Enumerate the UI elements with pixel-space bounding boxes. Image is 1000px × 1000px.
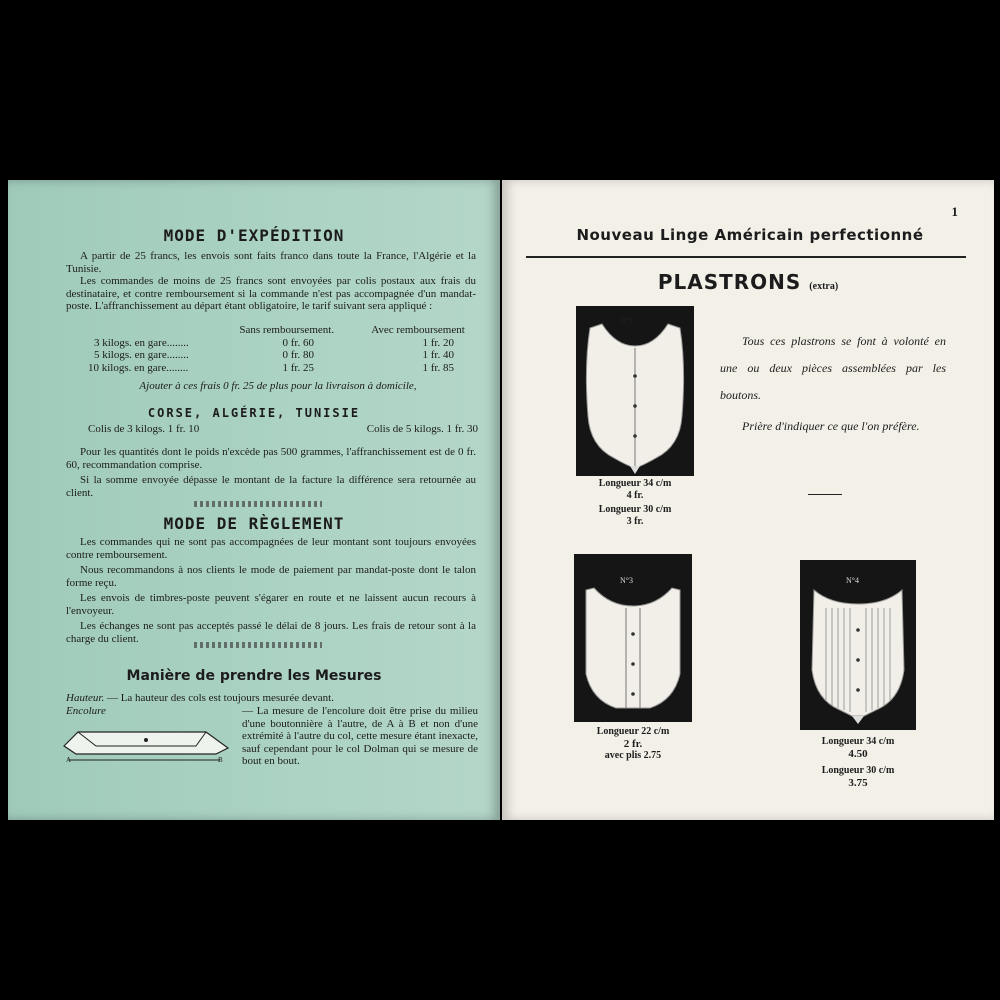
plastrons-heading [502,270,994,294]
expedition-paragraph-3: Pour les quantités dont le poids n'excède pas 500 grammes, l'affranchissement est de 0 fr. 60, recommandation comprise. [66,446,476,471]
plastron-4-price-2: 3.75 [848,777,868,789]
diagram-label-a: A [66,756,72,764]
divider [194,642,322,648]
rate-row [94,349,484,362]
plastron-4-image [800,560,916,730]
corse-title: CORSE, ALGÉRIE, TUNISIE [147,406,361,420]
plastron-4-number: N°4 [846,576,859,585]
rate-weight: 3 kilogs. en gare........ [94,336,189,349]
rate-sans: 0 fr. 60 [282,336,314,349]
plastron-4-caption [800,736,916,789]
rate-header-row [94,324,484,337]
corse-rates [88,423,478,436]
rate-note: Ajouter à ces frais 0 fr. 25 de plus pour la livraison à domicile, [139,380,417,392]
rate-avec: 1 fr. 20 [422,336,454,349]
rate-sans: 0 fr. 80 [282,349,314,361]
plastron-3-price: 2 fr. [623,738,643,750]
rate-avec: 1 fr. 85 [422,361,454,374]
expedition-paragraph-2: Les commandes de moins de 25 francs sont envoyées par colis postaux aux frais du destinataire, et contre remboursement si la commande n'est pas accompagnée d'un mandat-poste. L'affranchissement au départ étant obligatoire, le tarif suivant sera appliqué : [66,275,476,312]
page-header: Nouveau Linge Américain perfectionné [576,226,924,244]
plastron-1-price-2: 3 fr. [626,516,644,527]
reglement-text [66,536,476,645]
plastron-3-caption [574,726,692,762]
page-number: 1 [951,204,958,219]
expedition-paragraph-4: Si la somme envoyée dépasse le montant de la facture la différence sera retournée au client. [66,474,476,499]
hauteur-label: Hauteur. [66,692,105,704]
plastron-1-price-1: 4 fr. [626,490,644,501]
plastrons-extra: (extra) [809,281,839,292]
encolure-description: — La mesure de l'encolure doit être prise du milieu d'une boutonnière à l'autre, de A à B et non d'une extrémité à l'autre du col, cette mesure étant inexacte, sauf cependant pour le col Dolman qui se mesure de bout en bout. [242,705,478,767]
rate-row [88,361,484,375]
left-page [8,180,500,820]
hauteur-description: — La hauteur des cols est toujours mesurée devant. [106,692,334,704]
plastron-1-length-2: Longueur 30 c/m [598,504,672,515]
reglement-title: MODE DE RÈGLEMENT [163,514,345,533]
reglement-paragraph-3: Les envois de timbres-poste peuvent s'égarer en route et ne laissent aucun recours à l'envoyeur. [66,592,476,617]
plastron-3-length: Longueur 22 c/m [596,726,670,737]
divider [194,501,322,507]
plastron-1-number: N°1 [620,316,633,325]
right-page [502,180,994,820]
plastron-4-price-1: 4.50 [848,748,868,760]
reglement-paragraph-4: Les échanges ne sont pas acceptés passé le délai de 8 jours. Les frais de retour sont à la charge du client. [66,620,476,645]
hauteur-text [66,692,476,705]
corse-rate-5: Colis de 5 kilogs. 1 fr. 30 [366,423,478,435]
short-rule [808,494,842,495]
plastron-1-image [576,306,694,476]
rate-row [94,337,484,350]
plastron-1-caption [576,478,694,528]
mesures-title: Manière de prendre les Mesures [126,668,382,684]
plastrons-title: PLASTRONS [657,270,802,294]
collar-diagram [56,720,236,770]
rate-weight: 10 kilogs. en gare........ [88,361,189,374]
corse-rate-3: Colis de 3 kilogs. 1 fr. 10 [88,423,200,435]
plastron-3-price-pleats: avec plis 2.75 [604,750,662,761]
plastron-3-number: N°3 [620,576,633,585]
description-1: Tous ces plastrons se font à volonté en une ou deux pièces assemblées par les boutons. [720,334,946,402]
expedition-text-2 [66,446,476,499]
encolure-text [242,705,478,768]
reglement-paragraph-2: Nous recommandons à nos clients le mode de paiement par mandat-poste dont le talon forme reçu. [66,564,476,589]
diagram-label-b: B [218,756,223,764]
plastron-4-length-1: Longueur 34 c/m [821,736,895,747]
rate-sans: 1 fr. 25 [282,361,314,374]
encolure-label-wrap [66,705,140,718]
rate-avec: 1 fr. 40 [422,349,454,361]
rate-table [88,324,484,374]
plastron-4-length-2: Longueur 30 c/m [821,765,895,776]
expedition-title: MODE D'EXPÉDITION [163,226,345,245]
plastron-3-image [574,554,692,722]
description-2: Prière d'indiquer ce que l'on préfère. [742,419,920,433]
expedition-paragraph-1: A partir de 25 francs, les envois sont faits franco dans toute la France, l'Algérie et la Tunisie. [66,250,476,275]
header-rule [526,256,966,258]
encolure-label: Encolure [66,705,106,717]
rate-header-avec: Avec remboursement [371,324,465,336]
rate-header-sans: Sans remboursement. [239,324,335,336]
plastrons-description [720,328,946,440]
plastron-1-length-1: Longueur 34 c/m [598,478,672,489]
expedition-text [66,250,476,313]
rate-weight: 5 kilogs. en gare........ [94,349,189,361]
reglement-paragraph-1: Les commandes qui ne sont pas accompagnées de leur montant sont toujours envoyées contre remboursement. [66,536,476,561]
